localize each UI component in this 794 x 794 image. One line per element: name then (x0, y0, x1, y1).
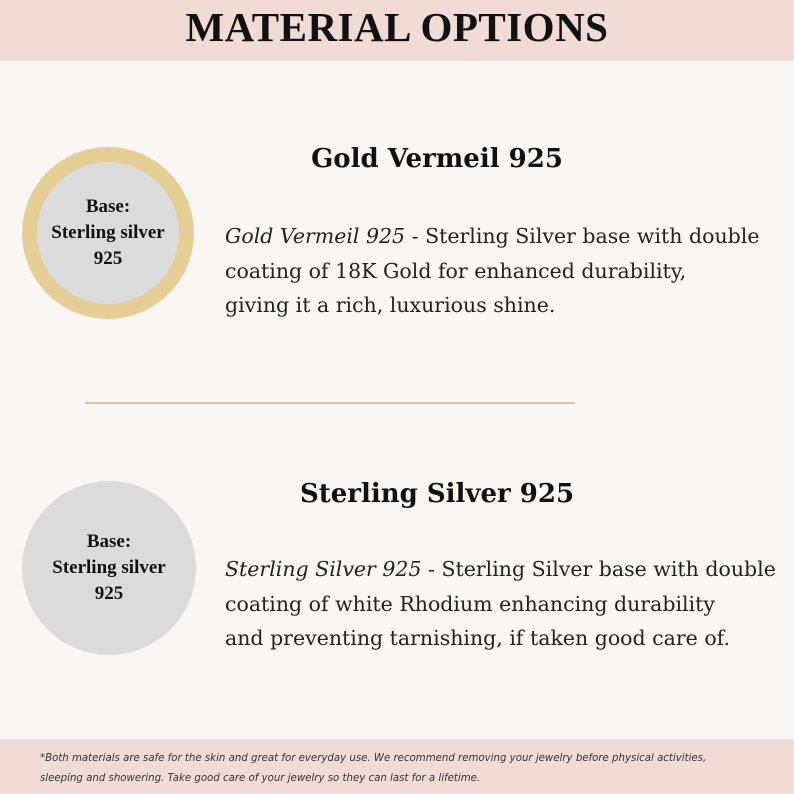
gold-vermeil-description (225, 219, 794, 323)
gold-material-swatch (22, 147, 194, 319)
silver-swatch-label: Base: Sterling silver 925 (52, 531, 166, 604)
gold-swatch-inner (37, 162, 179, 304)
silver-desc-line-1 (225, 552, 794, 587)
silver-material-swatch (22, 481, 196, 655)
footer-note (40, 749, 780, 789)
gold-vermeil-section (0, 130, 794, 340)
gold-desc-line-1-rest: - Sterling Silver base with double (405, 224, 760, 248)
page-title: MATERIAL OPTIONS (185, 4, 609, 50)
silver-desc-line-1-rest: - Sterling Silver base with double (421, 557, 776, 581)
gold-desc-line-2: coating of 18K Gold for enhanced durability, (225, 258, 687, 283)
silver-desc-line-2: coating of white Rhodium enhancing durability (225, 591, 715, 616)
footer-note-banner (0, 739, 794, 794)
gold-vermeil-title: Gold Vermeil 925 (311, 144, 563, 174)
sterling-silver-description (225, 552, 794, 656)
gold-desc-line-3: giving it a rich, luxurious shine. (225, 293, 556, 317)
section-divider (85, 402, 575, 404)
header-banner (0, 0, 794, 61)
gold-swatch-label: Base: Sterling silver 925 (51, 196, 165, 269)
gold-desc-line-1 (225, 219, 794, 254)
sterling-silver-title: Sterling Silver 925 (299, 479, 575, 509)
footer-note-line-1: *Both materials are safe for the skin and great for everyday use. We recommend removing your jewelry before physical activities, (40, 753, 707, 764)
gold-desc-name: Gold Vermeil 925 (225, 224, 406, 248)
footer-note-line-2: sleeping and showering. Take good care of your jewelry so they can last for a lifetime. (40, 773, 481, 784)
sterling-silver-section (0, 465, 794, 675)
silver-desc-name: Sterling Silver 925 (225, 557, 422, 581)
silver-desc-line-3: and preventing tarnishing, if taken good care of. (225, 626, 731, 650)
